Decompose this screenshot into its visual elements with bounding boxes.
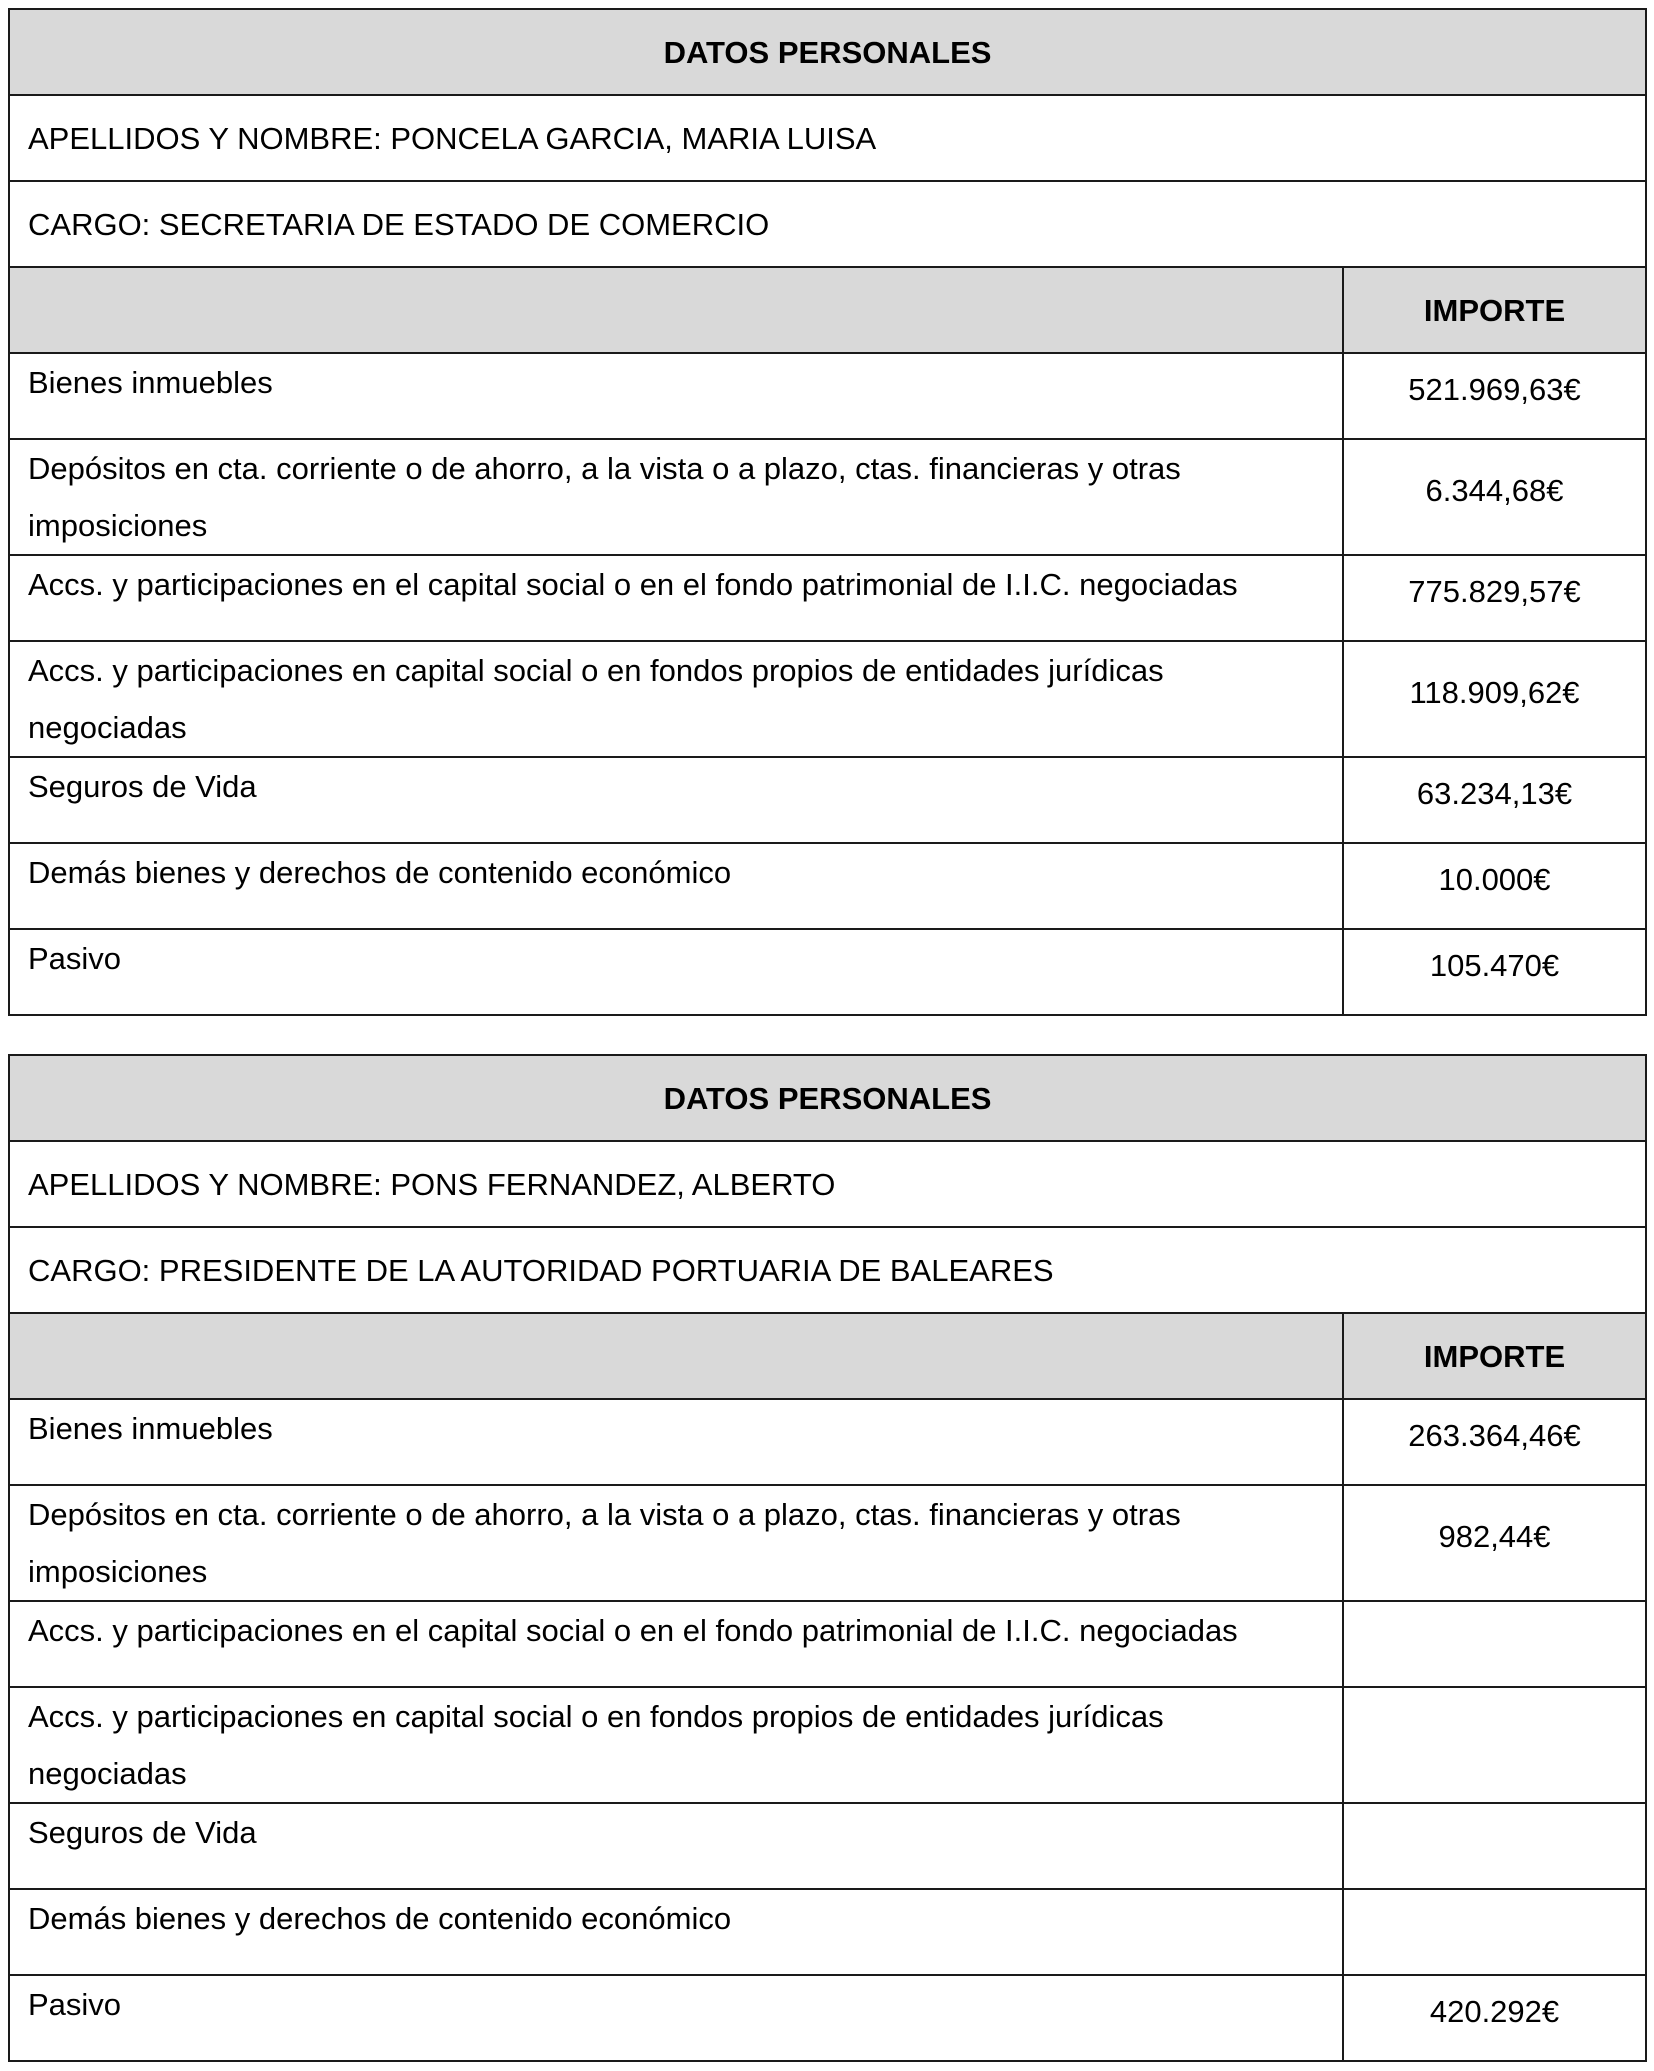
item-amount: 10.000€ [1343, 843, 1646, 929]
cargo-row [9, 181, 1646, 267]
name-field: APELLIDOS Y NOMBRE: PONCELA GARCIA, MARIA LUISA [9, 95, 1646, 181]
table-row [9, 929, 1646, 1015]
declaration-table [8, 8, 1647, 1016]
cargo-field: CARGO: PRESIDENTE DE LA AUTORIDAD PORTUARIA DE BALEARES [9, 1227, 1646, 1313]
item-amount: 521.969,63€ [1343, 353, 1646, 439]
item-label: Accs. y participaciones en capital social o en fondos propios de entidades jurídicas negociadas [9, 641, 1343, 757]
item-label: Bienes inmuebles [9, 353, 1343, 439]
item-amount [1343, 1687, 1646, 1803]
item-amount: 263.364,46€ [1343, 1399, 1646, 1485]
item-amount: 420.292€ [1343, 1975, 1646, 2061]
table-row [9, 555, 1646, 641]
item-label: Demás bienes y derechos de contenido económico [9, 843, 1343, 929]
item-amount [1343, 1803, 1646, 1889]
item-label: Pasivo [9, 929, 1343, 1015]
item-amount: 6.344,68€ [1343, 439, 1646, 555]
name-field: APELLIDOS Y NOMBRE: PONS FERNANDEZ, ALBERTO [9, 1141, 1646, 1227]
table-row [9, 1399, 1646, 1485]
importe-header-row [9, 1313, 1646, 1399]
table-row [9, 1485, 1646, 1601]
table-row [9, 1803, 1646, 1889]
name-row [9, 95, 1646, 181]
item-amount: 982,44€ [1343, 1485, 1646, 1601]
cargo-row [9, 1227, 1646, 1313]
item-label: Depósitos en cta. corriente o de ahorro, a la vista o a plazo, ctas. financieras y otras imposiciones [9, 439, 1343, 555]
header-row [9, 1055, 1646, 1141]
cargo-field: CARGO: SECRETARIA DE ESTADO DE COMERCIO [9, 181, 1646, 267]
item-amount: 105.470€ [1343, 929, 1646, 1015]
importe-header: IMPORTE [1343, 1313, 1646, 1399]
table-row [9, 641, 1646, 757]
item-label: Accs. y participaciones en el capital social o en el fondo patrimonial de I.I.C. negociadas [9, 1601, 1343, 1687]
name-row [9, 1141, 1646, 1227]
table-row [9, 353, 1646, 439]
table-row [9, 757, 1646, 843]
importe-header: IMPORTE [1343, 267, 1646, 353]
header-row [9, 9, 1646, 95]
item-label: Demás bienes y derechos de contenido económico [9, 1889, 1343, 1975]
section-header: DATOS PERSONALES [9, 1055, 1646, 1141]
table-row [9, 843, 1646, 929]
item-amount: 118.909,62€ [1343, 641, 1646, 757]
item-amount: 775.829,57€ [1343, 555, 1646, 641]
table-row [9, 1975, 1646, 2061]
item-label: Depósitos en cta. corriente o de ahorro, a la vista o a plazo, ctas. financieras y otras imposiciones [9, 1485, 1343, 1601]
importe-header-row [9, 267, 1646, 353]
item-label: Bienes inmuebles [9, 1399, 1343, 1485]
table-row [9, 1601, 1646, 1687]
item-amount [1343, 1889, 1646, 1975]
declaration-table [8, 1054, 1647, 2062]
item-label: Pasivo [9, 1975, 1343, 2061]
table-row [9, 439, 1646, 555]
item-label: Seguros de Vida [9, 757, 1343, 843]
table-row [9, 1889, 1646, 1975]
item-amount: 63.234,13€ [1343, 757, 1646, 843]
section-header: DATOS PERSONALES [9, 9, 1646, 95]
table-row [9, 1687, 1646, 1803]
blank-header-cell [9, 267, 1343, 353]
blank-header-cell [9, 1313, 1343, 1399]
item-label: Accs. y participaciones en el capital social o en el fondo patrimonial de I.I.C. negociadas [9, 555, 1343, 641]
item-amount [1343, 1601, 1646, 1687]
item-label: Accs. y participaciones en capital social o en fondos propios de entidades jurídicas negociadas [9, 1687, 1343, 1803]
item-label: Seguros de Vida [9, 1803, 1343, 1889]
